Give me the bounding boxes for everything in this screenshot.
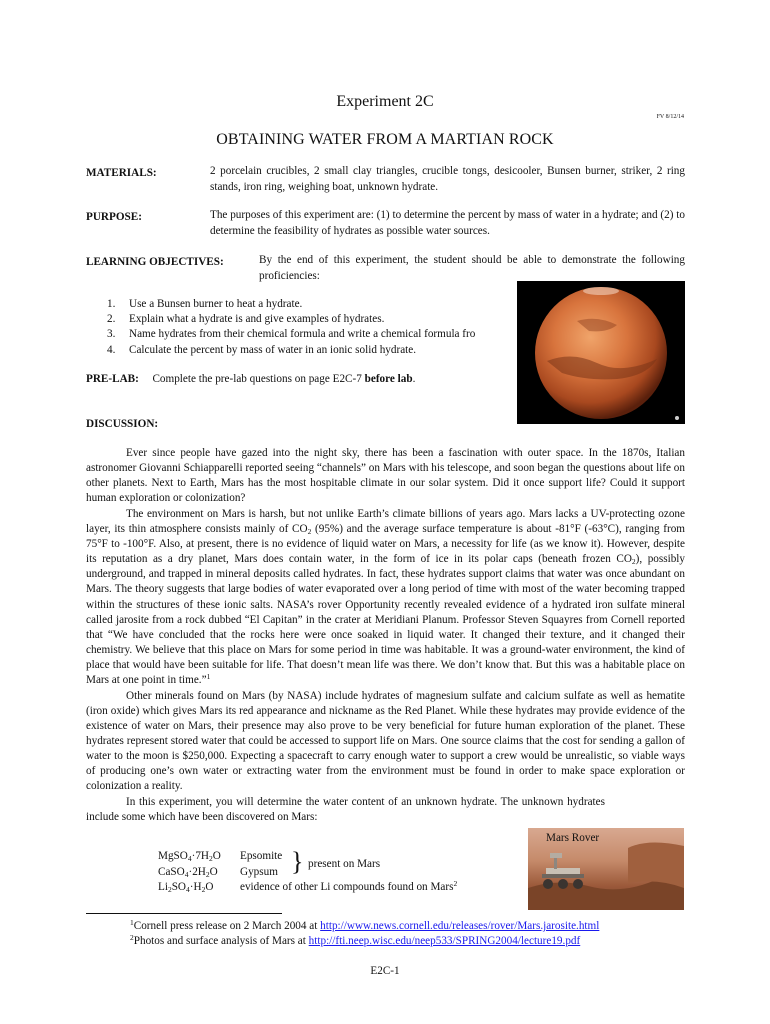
discussion-paragraph: The environment on Mars is harsh, but not unlike Earth’s climate billions of years ago. Mars lacks a UV-protecting ozone layer, its thin atmosphere consists mainly of $CO_2$ (95%) and the average surface temperature is about -81°F (-63°C), ranging from 75°F to -100°F. Also, at present, there is no evidence of liquid water on Mars, a necessity for life (as we know it). However, despite its reputation as a dry planet, Mars does contain water, in the form of ice in its polar caps (beneath frozen $CO_2$), possibly underground, and trapped in mineral deposits called hydrates. In fact, these hydrates support claims that water was once abundant on Mars. The theory suggests that large bodies of water evaporated over a long period of time with most of the water becoming trapped within the structures of these ionic salts. NASA’s rover Opportunity recently revealed evidence of a hydrated iron sulfate mineral called jarosite from a rock dubbed “El Capitan” in the crater at Meridiani Planum. Professor Steven Squayres from Cornell reported that “We have concluded that the rocks here were once soaked in liquid water. It changed their texture, and it changed their chemistry. We believe that this place on Mars for some period in time was habitable. It was a ground-water environment, the kind of place that would have been suitable for life. That doesn’t mean life was there. We don’t know that. But this was a habitable place on Mars at one point in time.”$^1$ <box>86 507 685 687</box>
evidence-note: evidence of other Li compounds found on Mars$^2$ <box>240 879 458 893</box>
footnote-2-link[interactable]: http://fti.neep.wisc.edu/neep533/SPRING2004/lecture19.pdf <box>308 935 581 947</box>
objectives-list <box>107 297 517 361</box>
discussion-paragraph: Ever since people have gazed into the night sky, there has been a fascination with outer space. In the 1870s, Italian astronomer Giovanni Schiapparelli reported seeing “channels” on Mars with his telescope, and soon began the questions about life on other planets. Next to Earth, Mars has the most hospitable climate in our solar system. Did it once support life? Could it support human exploration or colonization? <box>86 447 685 505</box>
hydrate-formula: $CaSO_4\cdot 2H_2O$ <box>158 865 218 879</box>
discussion-body <box>86 446 685 825</box>
materials-label: MATERIALS: <box>86 167 157 179</box>
rover-caption: Mars Rover <box>546 832 600 844</box>
materials-text: 2 porcelain crucibles, 2 small clay triangles, crucible tongs, desicooler, Bunsen burner, striker, 2 ring stands, iron ring, weighing boat, unknown hydrate. <box>210 165 685 193</box>
discussion-paragraph: In this experiment, you will determine the water content of an unknown hydrate. The unknown hydrates include some which have been discovered on Mars: <box>86 795 605 823</box>
brace-icon: } <box>291 847 304 876</box>
purpose-text: The purposes of this experiment are: (1) to determine the percent by mass of water in a hydrate; and (2) to determine the feasibility of hydrates as possible water sources. <box>210 209 685 237</box>
objective-item: 4. Calculate the percent by mass of water in an ionic solid hydrate. <box>107 343 417 356</box>
prelab-line: PRE-LAB: Complete the pre-lab questions on page E2C-7 before lab. <box>86 373 416 385</box>
experiment-subtitle: OBTAINING WATER FROM A MARTIAN ROCK <box>216 131 554 148</box>
objective-item: 3. Name hydrates from their chemical formula and write a chemical formula fro <box>107 328 476 341</box>
rover-icon <box>528 828 684 910</box>
mars-planet-icon <box>517 281 685 424</box>
hydrate-names <box>240 849 282 880</box>
purpose-label: PURPOSE: <box>86 211 142 223</box>
prelab-label: PRE-LAB: <box>86 373 139 385</box>
objective-item: 1. Use a Bunsen burner to heat a hydrate. <box>107 298 303 310</box>
discussion-paragraph: Other minerals found on Mars (by NASA) include hydrates of magnesium sulfate and calcium sulfate as well as hematite (iron oxide) which gives Mars its red appearance and nickname as the Red Planet. While these hydrates may provide evidence of the existence of water on Mars, their presence may also prove to be very beneficial for future human exploration of the planet. These hydrates represent stored water that could be accessed to support life on Mars. One source claims that the cost for sending a gallon of water to the moon is $250,000. Expecting a spacecraft to carry enough water to support a crew would be unrealistic, so viable ways of producing one’s own water or extracting water from the environment must be found in order to make space exploration or colonization a reality. <box>86 689 685 793</box>
objectives-label: LEARNING OBJECTIVES: <box>86 256 224 268</box>
footnote-1-link[interactable]: http://www.news.cornell.edu/releases/rover/Mars.jarosite.html <box>320 920 600 932</box>
discussion-label: DISCUSSION: <box>86 418 159 430</box>
hydrate-formulas <box>158 849 250 896</box>
footnote-1: $^1$Cornell press release on 2 March 2004 at http://www.news.cornell.edu/releases/rover/Mars.jarosite.html <box>130 918 600 932</box>
objective-item: 2. Explain what a hydrate is and give examples of hydrates. <box>107 313 385 326</box>
revision-date: FV 8/12/14 <box>656 114 684 120</box>
page-number: E2C-1 <box>370 965 400 977</box>
footnote-rule <box>86 913 282 914</box>
objectives-intro: By the end of this experiment, the student should be able to demonstrate the following proficiencies: <box>259 254 685 282</box>
mars-photo <box>517 281 685 424</box>
hydrate-name: Epsomite <box>240 850 283 862</box>
present-note: present on Mars <box>308 858 381 870</box>
hydrate-name: Gypsum <box>240 865 278 878</box>
footnote-2: $^2$Photos and surface analysis of Mars at http://fti.neep.wisc.edu/neep533/SPRING2004/lecture19.pdf <box>130 933 581 947</box>
experiment-title: Experiment 2C <box>336 93 434 110</box>
mars-rover-photo <box>528 828 684 910</box>
prelab-emphasis: before lab <box>364 373 413 385</box>
hydrate-formula: $Li_2SO_4\cdot H_2O$ <box>158 881 214 894</box>
hydrate-formula: $MgSO_4\cdot 7H_2O$ <box>158 850 221 863</box>
prelab-text: Complete the pre-lab questions on page E2C-7 <box>152 373 365 385</box>
